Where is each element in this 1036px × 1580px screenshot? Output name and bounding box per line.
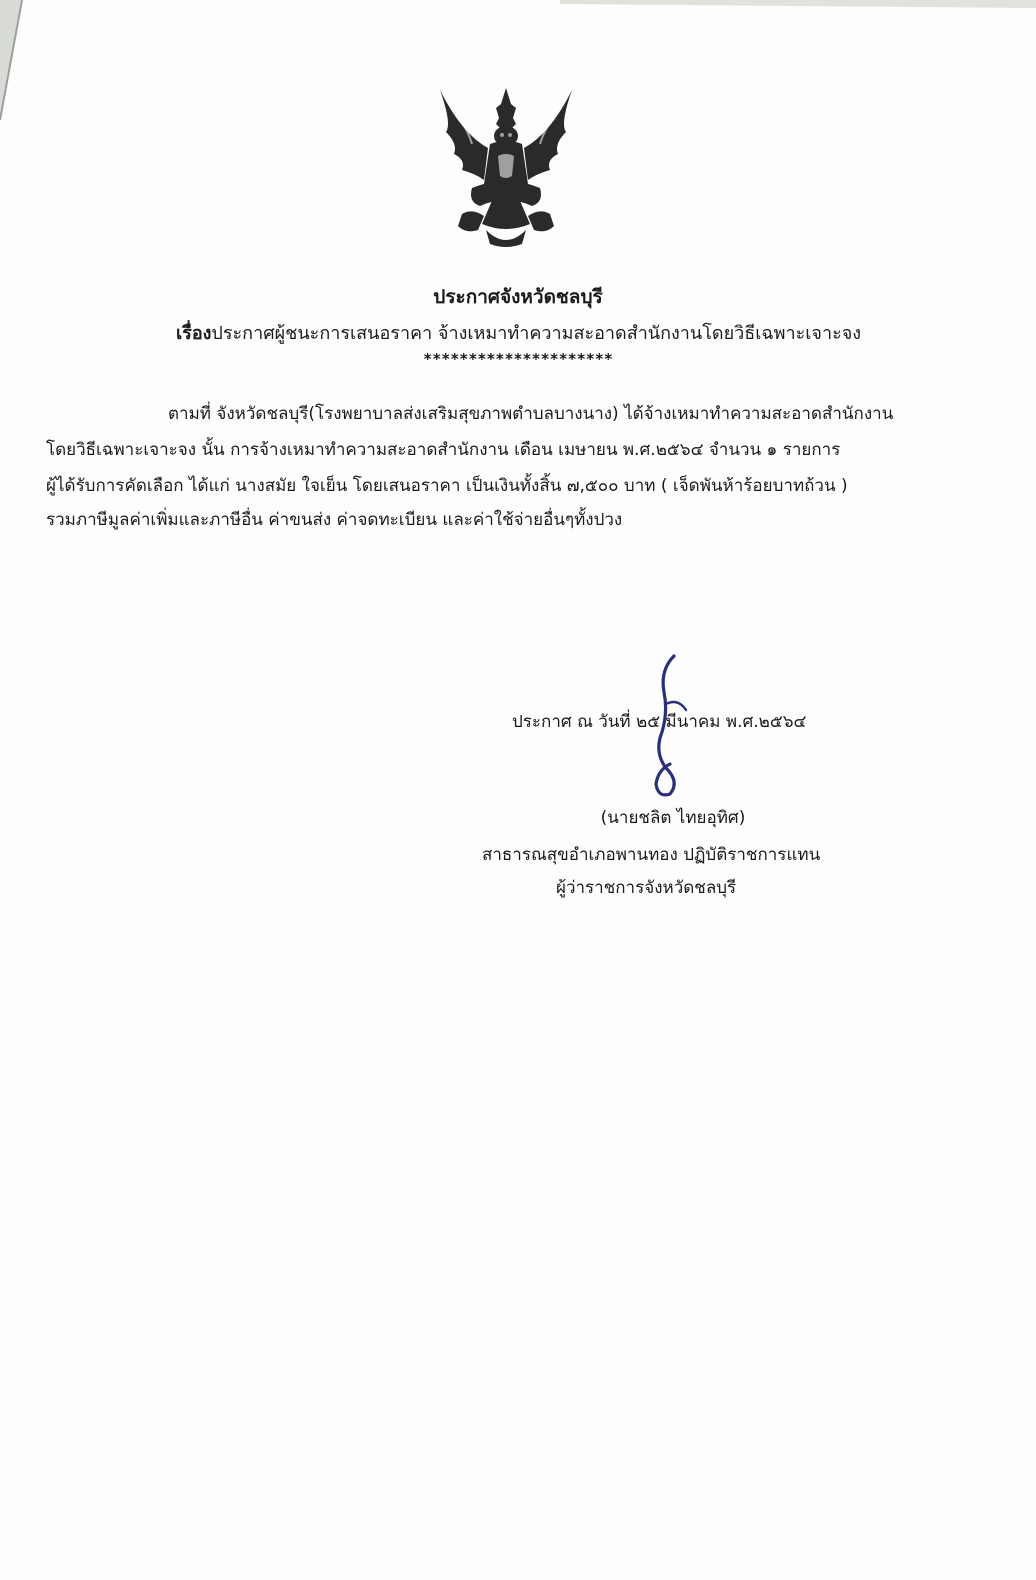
subject-text: ประกาศผู้ชนะการเสนอราคา จ้างเหมาทำความสะอาดสำนักงานโดยวิธีเฉพาะเจาะจง xyxy=(211,323,862,344)
announcement-title: ประกาศจังหวัดชลบุรี xyxy=(433,286,603,308)
body-line-2: โดยวิธีเฉพาะเจาะจง นั้น การจ้างเหมาทำความสะอาดสำนักงาน เดือน เมษายน พ.ศ.๒๕๖๔ จำนวน ๑ รายการ xyxy=(46,440,841,460)
announcement-subject xyxy=(176,318,861,347)
signatory-position: สาธารณสุขอำเภอพานทอง ปฏิบัติราชการแทน xyxy=(482,845,821,865)
signatory-authority: ผู้ว่าราชการจังหวัดชลบุรี xyxy=(556,878,737,898)
announcement-date: ประกาศ ณ วันที่ ๒๕ มีนาคม พ.ศ.๒๕๖๔ xyxy=(512,712,807,732)
body-line-4: รวมภาษีมูลค่าเพิ่มและภาษีอื่น ค่าขนส่ง ค่าจดทะเบียน และค่าใช้จ่ายอื่นๆทั้งปวง xyxy=(46,510,623,530)
body-line-3: ผู้ได้รับการคัดเลือก ได้แก่ นางสมัย ใจเย็น โดยเสนอราคา เป็นเงินทั้งสิ้น ๗,๕๐๐ บาท ( เจ็ดพันห้าร้อยบาทถ้วน ) xyxy=(46,476,848,496)
body-line-1: ตามที่ จังหวัดชลบุรี(โรงพยาบาลส่งเสริมสุขภาพตำบลบางนาง) ได้จ้างเหมาทำความสะอาดสำนักงาน xyxy=(168,404,894,424)
garuda-emblem-icon xyxy=(432,84,580,250)
subject-label: เรื่อง xyxy=(176,323,212,344)
title-separator: ********************* xyxy=(423,350,613,368)
signatory-name: (นายชลิต ไทยอุทิศ) xyxy=(600,808,746,828)
